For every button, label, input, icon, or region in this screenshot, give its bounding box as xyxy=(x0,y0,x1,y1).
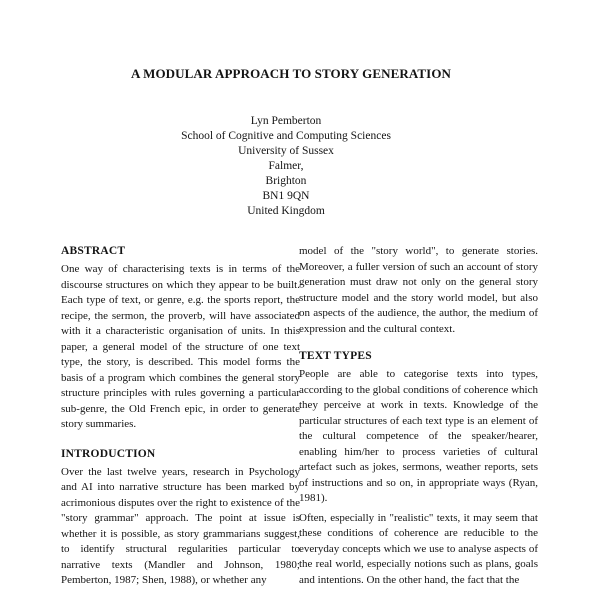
text-types-paragraph: Often, especially in "realistic" texts, it may seem that these conditions of coherence are reducible to the everyday concepts which we use to analyse aspects of the real world, especially notions such as plans, goals and intentions. On the other hand, the fact that the xyxy=(299,511,538,586)
paper-title: A MODULAR APPROACH TO STORY GENERATION xyxy=(130,66,452,81)
affiliation-line: University of Sussex xyxy=(238,145,334,157)
introduction-heading: INTRODUCTION xyxy=(61,447,156,460)
continuation-text: model of the "story world", to generate stories. Moreover, a fuller version of such an account of story generation must draw not only on the general story structure model and the story world model, but also on aspects of the audience, the author, the medium of expression and the cultural context. xyxy=(299,245,538,335)
affiliation-line: BN1 9QN xyxy=(262,190,310,202)
author-name: Lyn Pemberton xyxy=(250,115,322,127)
affiliation-line: Brighton xyxy=(265,175,307,187)
left-column xyxy=(61,244,300,589)
affiliation-line: United Kingdom xyxy=(247,205,325,217)
right-column xyxy=(299,244,538,588)
abstract-text: One way of characterising texts is in terms of the discourse structures on which they appear to be built. Each type of text, or genre, e.g. the sports report, the recipe, the sermon, the proverb, will have associated with it a characteristic organisation of units. In this paper, a general model of the structure of one text type, the story, is described. This model forms the basis of a program which combines the general story structure principles with rules governing a particular sub-genre, the Old French epic, in order to generate story summaries. xyxy=(61,263,300,430)
author-block xyxy=(0,114,572,219)
text-types-heading: TEXT TYPES xyxy=(299,350,372,362)
affiliation-line: Falmer, xyxy=(268,160,304,172)
introduction-text: Over the last twelve years, research in Psychology and AI into narrative structure has been marked by acrimonious disputes over the right to existence of the "story grammar" approach. The point at issue is whether it is possible, as story grammarians suggest, to identify structural regularities particular to narrative texts (Mandler and Johnson, 1980; Pemberton, 1987; Shen, 1988), or whether any xyxy=(61,465,300,586)
text-types-paragraph: People are able to categorise texts into types, according to the global conditions of coherence which they perceive at work in texts. Knowledge of the particular structures of each text type is an element of the cultural competence of the speaker/hearer, enabling him/her to process varieties of cultural artefact such as jokes, sermons, weather reports, sets of instructions and so on, in appropriate ways (Ryan, 1981). xyxy=(299,368,538,504)
affiliation-line: School of Cognitive and Computing Sciences xyxy=(181,130,391,142)
abstract-heading: ABSTRACT xyxy=(61,245,126,257)
